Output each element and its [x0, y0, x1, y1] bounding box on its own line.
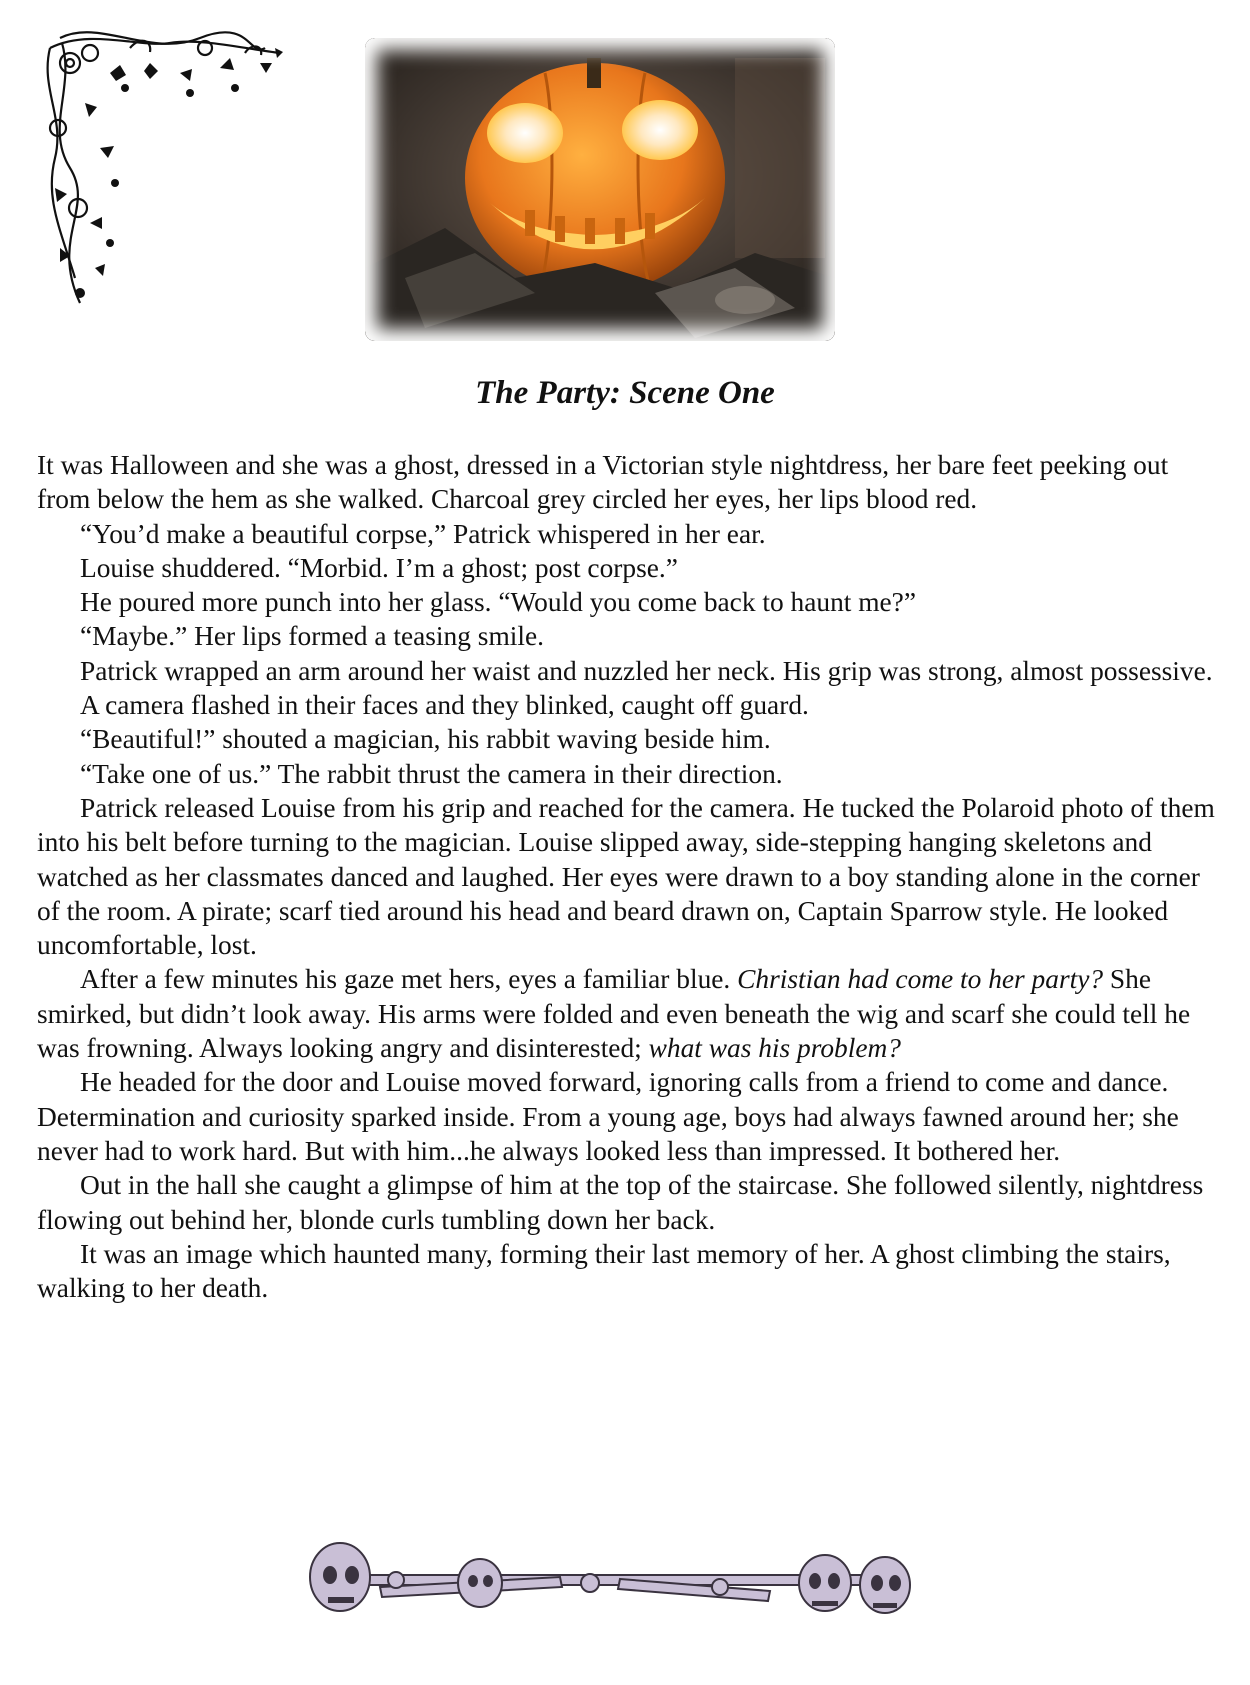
story-paragraph: [37, 962, 1217, 1065]
italic-thought: what was his problem?: [648, 1033, 901, 1064]
jack-o-lantern-photo: [365, 38, 835, 341]
story-paragraph: [37, 448, 1217, 517]
text-run: It was an image which haunted many, forming their last memory of her. A ghost climbing the stairs, walking to her death.: [37, 1238, 1171, 1304]
text-run: Patrick released Louise from his grip and reached for the camera. He tucked the Polaroid photo of them into his belt before turning to the magician. Louise slipped away, side-stepping hanging skeletons and watched as her classmates danced and laughed. Her eyes were drawn to a boy standing alone in the corner of the room. A pirate; scarf tied around his head and beard drawn on, Captain Sparrow style. He looked uncomfortable, lost.: [37, 792, 1215, 961]
story-paragraph: [37, 1237, 1217, 1306]
story-paragraph: [37, 585, 1217, 619]
story-paragraph: [37, 791, 1217, 962]
text-run: Patrick wrapped an arm around her waist and nuzzled her neck. His grip was strong, almost possessive.: [80, 655, 1213, 686]
story-paragraph: [37, 722, 1217, 756]
text-run: He headed for the door and Louise moved forward, ignoring calls from a friend to come and dance. Determination and curiosity sparked inside. From a young age, boys had always fawned around her; she never had to work hard. But with him...he always looked less than impressed. It bothered her.: [37, 1067, 1179, 1166]
italic-thought: Christian had come to her party?: [737, 964, 1104, 995]
story-paragraph: [37, 688, 1217, 722]
text-run: He poured more punch into her glass. “Would you come back to haunt me?”: [80, 587, 917, 618]
text-run: It was Halloween and she was a ghost, dressed in a Victorian style nightdress, her bare feet peeking out from below the hem as she walked. Charcoal grey circled her eyes, her lips blood red.: [37, 450, 1169, 515]
text-run: “You’d make a beautiful corpse,” Patrick whispered in her ear.: [80, 518, 766, 549]
text-run: “Take one of us.” The rabbit thrust the camera in their direction.: [80, 758, 783, 789]
text-run: She smirked, but didn’t look away. His arms were folded and even beneath the wig and scarf she could tell he was frowning. Always looking angry and disinterested;: [37, 964, 1191, 1064]
story-paragraph: [37, 1065, 1217, 1168]
text-run: Out in the hall she caught a glimpse of him at the top of the staircase. She followed silently, nightdress flowing out behind her, blonde curls tumbling down her back.: [37, 1170, 1204, 1235]
text-run: “Beautiful!” shouted a magician, his rabbit waving beside him.: [80, 724, 771, 755]
story-paragraph: [37, 1168, 1217, 1237]
story-paragraph: [37, 654, 1217, 688]
page-title: The Party: Scene One: [475, 375, 775, 411]
text-run: Louise shuddered. “Morbid. I’m a ghost; post corpse.”: [80, 552, 678, 583]
story-paragraph: [37, 551, 1217, 585]
story-paragraph: [37, 757, 1217, 791]
text-run: A camera flashed in their faces and they blinked, caught off guard.: [80, 690, 809, 721]
story-paragraph: [37, 517, 1217, 551]
story-text: [37, 448, 1217, 1305]
story-paragraph: [37, 619, 1217, 653]
floral-corner-ornament: [30, 18, 300, 318]
text-run: After a few minutes his gaze met hers, eyes a familiar blue.: [80, 964, 738, 995]
skull-bones-divider: [300, 1535, 940, 1630]
text-run: “Maybe.” Her lips formed a teasing smile.: [80, 621, 544, 652]
